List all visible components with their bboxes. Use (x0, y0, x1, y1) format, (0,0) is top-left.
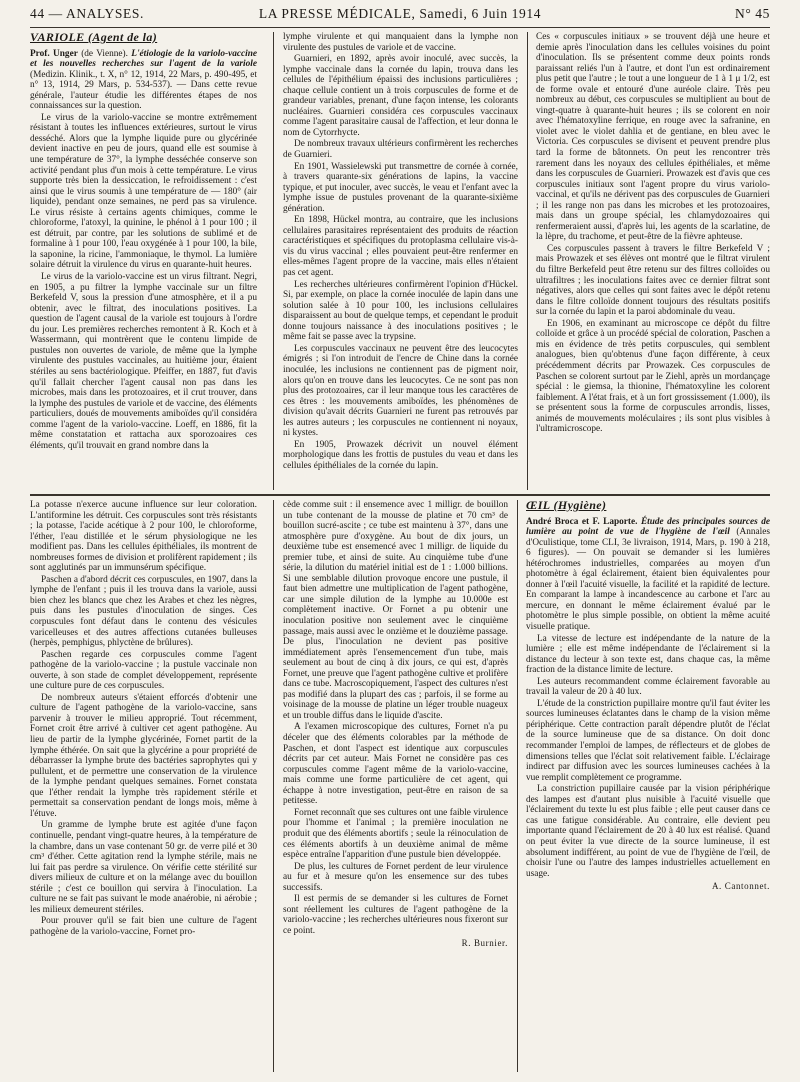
paragraph: Ces « corpuscules initiaux » se trouvent déjà une heure et demie après l'inoculation dans les cellules voisines du point d'inoculation. Ils se présentent comme deux points ronds paraissant reliés l'un à l'autre, et dont l'un est ordinairement plus petit que l'autre ; le tout a une longueur de 1 à 1 μ 1/2, est de forme ovale et entouré d'une auréole claire. Très peu nombreux au début, ces corpuscules se multiplient au bout de vingt-quatre à quarante-huit heures ; ils se colorent en noir avec l'hématoxyline ferrique, en rouge avec la safranine, en violet avec le violet dahlia et de gentiane, en bleu avec le Victoria. Ces corpuscules se divisent et peuvent prendre plus tard la forme de bâtonnets. On peut les rencontrer très rarement dans les noyaux des cellules épithéliales, et même dans les corpuscules de Guarnieri. Prowazek est d'avis que ces corpuscules initiaux sont l'agent propre du virus variolo-vaccinal, et qu'ils ne dérivent pas des corpuscules de Guarnieri ; il les range non pas dans les microbes et les protozoaires, mais dans un groupe spécial, les chlamydozoaires qui renfermeraient aussi, d'après lui, les agents de la scarlatine, de la lèpre, du trachome, et peut-être de la fièvre aphteuse. (536, 32, 770, 243)
paragraph: De plus, les cultures de Fornet perdent de leur virulence au fur et à mesure qu'on les ensemence sur des tubes successifs. (283, 861, 508, 893)
section-title-variole: VARIOLE (Agent de la) (30, 32, 158, 44)
paragraph: Guarnieri, en 1892, après avoir inoculé, avec succès, la lymphe vaccinale dans la cornée du lapin, trouva dans les cellules de l'épithélium épaissi des inclusions particulières ; chaque cellule contient un à trois corpuscules de forme et de grandeur variables, prenant, d'une façon intense, les colorants nucléaires. Guarnieri considéra ces corpuscules vaccinaux comme l'agent parasitaire causal de l'affection, et leur donna le nom de Cytorrhycte. (283, 54, 518, 138)
top-column-2 (283, 32, 518, 490)
paragraph: Paschen a d'abord décrit ces corpuscules, en 1907, dans la lymphe de l'enfant ; puis il les trouva dans la variole, aussi bien chez les blancs que chez les Arabes et chez les nègres, puis dans les pustules d'inoculation de singes. Ces corpuscules font défaut dans le contenu des vésicules varicelleuses et des autres affections cutanées bulleuses (herpès, pemphigus, phlyctène de brûlures). (30, 574, 257, 649)
reference-source: (Medizin. Klinik., t. X, n° 12, 1914, 22 Mars, p. 490-495, et n° 13, 1914, 29 Mars, p. 534-537). — Dans cette revue générale, l'auteur étudie les différentes étapes de nos connaissances sur la question. (30, 69, 257, 112)
page-header (30, 4, 770, 26)
paragraph: Ces corpuscules passent à travers le filtre Berkefeld V ; mais Prowazek et ses élèves ont montré que le filtrat virulent du filtre Berkefeld peut être retenu sur des filtres colloïdes ou ultrafiltres ; les inoculations faites avec ce dernier filtrat sont négatives, alors que celles qui sont faites avec le dépôt retenu dans le filtre colloïde donnent toujours des résultats positifs sur la cornée du lapin et la paroi abdominale du veau. (536, 243, 770, 318)
paragraph: Les auteurs recommandent comme éclairement favorable au travail la valeur de 20 à 40 lux. (526, 676, 770, 698)
paragraph: Paschen regarde ces corpuscules comme l'agent pathogène de la variolo-vaccine ; la pustule vaccinale non ouverte, à son stade de complet développement, représente une culture pure de ces corpuscules. (30, 649, 257, 692)
reference-entry (30, 49, 257, 112)
reference-source: (Annales d'Oculistique, tome CLI, 3e livraison, 1914, Mars, p. 190 à 218, 6 figures). — On pouvait se demander si les lumières hétérochromes industrielles, comparées au moyen d'un photomètre à égal éclairement, étaient bien équivalentes pour donner à l'œil l'acuité visuelle, la facilité et la rapidité de lecture. En comparant la lampe à incandescence au carbone et l'arc au mercure, en donnant le même éclairement évalué par le photomètre le plus simple possible, on obtient la même acuité visuelle pratique. (526, 527, 770, 633)
paragraph: cède comme suit : il ensemence avec 1 milligr. de bouillon un tube contenant de la mousse de platine et 70 cm³ de bouillon sucré-ascite ; ce tube est maintenu à 37°, dans une atmosphère pure d'oxygène. Au bout de dix jours, un deuxième tube est ensemencé avec 1 milligr. de liquide du premier tube, et ainsi de suite. Au cinquième tube d'une série, la dilution du matériel initial est de 1 : 1.000 billions. Si une semblable dilution provoque encore une pustule, il faut bien admettre une multiplication de l'agent pathogène, car une simple dilution de la lymphe au 10.000e est complètement inactive. Or Fornet a pu obtenir une inoculation positive non seulement avec le cinquième passage, mais aussi avec le onzième et le douzième passage. De plus, l'inoculation ne devient pas positive immédiatement après l'ensemencement d'un tube, mais seulement au bout de cinq à dix jours, ce qui est, d'après Fornet, une preuve que l'agent pathogène cultive et prolifère dans ce tube. Macroscopiquement, l'aspect des cultures n'est pas modifié dans la plupart des cas ; parfois, il se forme au voisinage de la mousse de platine un léger trouble nuageux et un trouble diffus dans le liquide d'ascite. (283, 500, 508, 721)
reference-entry (526, 517, 770, 633)
top-column-1 (30, 32, 257, 490)
header-rule (30, 27, 770, 28)
header-journal-title: LA PRESSE MÉDICALE, Samedi, 6 Juin 1914 (258, 6, 542, 21)
reference-title: L'étiologie de la variolo-vaccine et les nouvelles recherches sur l'agent de la variole (30, 48, 257, 70)
paragraph: En 1901, Wassielewski put transmettre de cornée à cornée, à travers quarante-six générations de lapins, la vaccine typique, et put inoculer, avec succès, le veau et l'enfant avec la lymphe issue de pustules provenant de la quarante-sixième génération. (283, 161, 518, 214)
paragraph: lymphe virulente et qui manquaient dans la lymphe non virulente des pustules de variole et de vaccine. (283, 32, 518, 53)
band-divider (30, 494, 770, 496)
paragraph: Fornet reconnaît que ses cultures ont une faible virulence pour l'homme et l'animal ; la première inoculation ne produit que des éléments abortifs ; seule la réinoculation de ces éléments abortifs à un deuxième animal de même espèce entraîne l'apparition d'une pustule bien développée. (283, 807, 508, 861)
author-signature: A. Cantonnet. (711, 881, 770, 892)
paragraph: Pour prouver qu'il se fait bien une culture de l'agent pathogène de la variolo-vaccine, Fornet pro- (30, 916, 257, 937)
paragraph: Le virus de la variolo-vaccine est un virus filtrant. Negri, en 1905, a pu filtrer la lymphe vaccinale sur un filtre Berkefeld V, sous la pression d'une atmosphère, et il a pu obtenir, avec le filtrat, des inoculations positives. La question de l'agent causal de la variole est toujours à l'ordre du jour. Les premières recherches remontent à R. Koch et à Wassermann, qui montrèrent que le contenu limpide de pustules non ouvertes de variole, de même que la lymphe virulente des pustules vaccinales, au huitième jour, étaient stériles au sens bactériologique. Pfeiffer, en 1887, fut d'avis qu'il fallait chercher l'agent causal non pas dans les microbes, mais dans les protozoaires, et il crut trouver, dans la lymphe des pustules de variole et de vaccine, des éléments particuliers, doués de mouvements amiboïdes qu'il considéra comme l'agent de la variolo-vaccine. Loeff, en 1886, fit la même constatation et rattacha aux sporozoaires ces éléments, qu'il trouvait en grand nombre dans la (30, 272, 257, 451)
header-issue-number: N° 45 (734, 6, 770, 21)
paragraph: Il est permis de se demander si les cultures de Fornet sont réellement les cultures de l'agent pathogène de la variolo-vaccine ; les recherches ultérieures nous fixeront sur ce point. (283, 894, 508, 936)
paragraph: Les corpuscules vaccinaux ne peuvent être des leucocytes émigrés ; si l'on introduit de l'encre de Chine dans la cornée inoculée, les inclusions ne contiennent pas de pigment noir, alors qu'on en trouve dans les leucocytes. Ce ne sont pas non plus des protozoaires, car il leur manque tous les caractères de ces êtres : les mouvements amiboïdes, les phénomènes de division qu'avait décrits Guarnieri ne furent pas retrouvés par les autres auteurs ; les corpuscules ne contiennent ni noyaux, ni kystes. (283, 343, 518, 439)
column-rule (527, 32, 528, 490)
paragraph: En 1906, en examinant au microscope ce dépôt du filtre colloïde et grâce à un procédé spécial de coloration, Paschen a mis en évidence de très petits corpuscules, qui semblent analogues, bien qu'obtenus d'une façon différente, à ceux précédemment décrits par Prowazek. Ces corpuscules de Paschen se colorent surtout par le Ziehl, après un mordançage spécial : le giemsa, la thionine, l'hématoxyline les colorent faiblement. A l'état frais, et à un fort grossissement (1.000), ils se présentent sous la forme de corpuscules arrondis, lisses, animés de mouvements moléculaires ; ils sont plus visibles à l'ultramicroscope. (536, 318, 770, 435)
paragraph: Un gramme de lymphe brute est agitée d'une façon continuelle, pendant vingt-quatre heures, à la température de la chambre, dans un vase contenant 50 gr. de verre pilé et 30 cm³ d'éther. Cette agitation rend la lymphe stérile, mais ne lui fait pas perdre sa virulence. On vérifie cette stérilité sur divers milieux de culture et on la mélange avec du bouillon stérile ; c'est ce bouillon qui servira à l'inoculation. La culture ne se fait pas suivant le mode anaérobie, ni aérobie ; les milieux demeurent stériles. (30, 820, 257, 915)
bottom-column-1 (30, 500, 257, 1072)
reference-author: Prof. Unger (30, 48, 78, 59)
column-rule (273, 500, 274, 1072)
bottom-column-2 (283, 500, 508, 1072)
top-column-3 (536, 32, 770, 490)
paragraph: En 1905, Prowazek décrivit un nouvel élément morphologique dans les frottis de pustules du veau et dans les cellules épithéliales de la cornée du lapin. (283, 439, 518, 471)
paragraph: En 1898, Hückel montra, au contraire, que les inclusions cellulaires parasitaires représentaient des produits de réaction caractéristiques et spécifiques du protoplasma cellulaire vis-à-vis du virus vaccinal ; elles pouvaient peut-être renfermer en elles-mêmes l'agent propre de la vaccine, mais elles n'étaient pas cet agent. (283, 215, 518, 279)
paragraph: La potasse n'exerce aucune influence sur leur coloration. L'antiformine les détruit. Ces corpuscules sont très résistants ; la potasse, l'acide acétique à 2 pour 100, le chloroforme, l'éther, l'eau distillée et le sérum physiologique ne les modifient pas. Dans les cellules épithéliales, ils montrent de nombreuses formes de division et prolifèrent rapidement ; ils sont agglutinés par un immunsérum spécifique. (30, 500, 257, 574)
header-section-label: 44 — ANALYSES. (30, 6, 144, 21)
paragraph: La vitesse de lecture est indépendante de la nature de la lumière ; elle est même indépendante de l'éclairement si la distance du lecteur à son texte est, dans chaque cas, la même fraction de la distance limite de lecture. (526, 633, 770, 676)
paragraph: La constriction pupillaire causée par la vision périphérique des lampes est d'autant plus nuisible à l'acuité visuelle que l'éclairement du texte lu est plus faible ; elle peut causer dans ce cas une fatigue considérable. Au contraire, elle devient peu importante quand l'éclairement de 20 à 40 lux est réalisé. Quand on peut éviter la vue directe de la source lumineuse, il est absolument indifférent, au point de vue de l'hygiène de l'œil, de choisir l'une ou l'autre des lampes industrielles actuellement en usage. (526, 784, 770, 879)
column-rule (273, 32, 274, 490)
bottom-column-3 (526, 500, 770, 1072)
paragraph: Le virus de la variolo-vaccine se montre extrêmement résistant à toutes les influences extérieures, surtout le virus desséché. Alors que la lymphe liquide pure ou glycérinée devient inactive en peu de jours, quand elle est soumise à une température de 37°, la lymphe desséchée conserve son activité pendant plus d'un mois à cette température. Le virus supporte très bien la dessiccation, le refroidissement : c'est ainsi que le virus soumis à une température de — 180° (air liquide), pendant onze semaines, ne perd pas sa virulence. Le virus résiste à certains agents chimiques, comme le chloroforme, l'atoxyl, la quinine, le phénol à 1 pour 100 ; il est détruit, par contre, par les solutions de sublimé et de formaline à 1 pour 100, l'eau oxygénée à 1 pour 100, la bile, la saponine, la ricine, l'ammoniaque, le thymol. La lumière solaire détruit la virulence du virus en quarante-huit heures. (30, 112, 257, 271)
section-title-oeil: ŒIL (Hygiène) (526, 500, 607, 512)
paragraph: L'étude de la constriction pupillaire montre qu'il faut éviter les sources lumineuses éclatantes dans le champ de la vision même périphérique. Cette contraction paraît dépendre plutôt de l'éclat de la source lumineuse que de sa distance. On doit donc recommander l'emploi de lampes, de réflecteurs et de globes de dimensions telles que l'éclat soit relativement faible. L'éclairage indirect par diffusion avec les sources lumineuses cachées à la vue remplit complètement ce programme. (526, 698, 770, 783)
paragraph: De nombreux auteurs s'étaient efforcés d'obtenir une culture de l'agent pathogène de la variolo-vaccine, sans parvenir à trouver le milieu approprié. Tout récemment, Fornet croit être arrivé à cultiver cet agent pathogène. Au lieu de partir de la lymphe glycérinée, Fornet partit de la lymphe éthérée. On sait que la glycérine a pour propriété de débarrasser la lymphe brute des bactéries saprophytes qui y pullulent, et de permettre une conservation de la virulence de la lymphe pendant quelques semaines. Fornet constata que l'éther rendait la lymphe très rapidement stérile et permettait sa conservation pendant de longs mois, même à l'étuve. (30, 692, 257, 819)
paragraph: A l'examen microscopique des cultures, Fornet n'a pu déceler que des éléments colorables par la méthode de Paschen, et dont l'aspect est identique aux corpuscules décrits par cet auteur. Mais Fornet ne considère pas ces corpuscules comme l'agent même de la variolo-vaccine, mais comme une forme particulière de cet agent, qui échappe à notre investigation, peut-être en raison de sa petitesse. (283, 722, 508, 807)
author-signature: R. Burnier. (461, 938, 508, 949)
column-rule (517, 500, 518, 1072)
reference-title: Étude des principales sources de lumière au point de vue de l'hygiène de l'œil (526, 516, 770, 538)
paragraph: De nombreux travaux ultérieurs confirmèrent les recherches de Guarnieri. (283, 139, 518, 161)
reference-author: André Broca et F. Laporte. (526, 516, 638, 527)
paragraph: Les recherches ultérieures confirmèrent l'opinion d'Hückel. Si, par exemple, on place la cornée inoculée de lapin dans une solution salée à 10 pour 100, les inclusions cellulaires disparaissent au bout de quelque temps, et cependant le produit donne toujours naissance à des inoculations positives ; le même fait se passe avec la trypsine. (283, 279, 518, 343)
reference-affiliation: (de Vienne). (77, 48, 132, 59)
